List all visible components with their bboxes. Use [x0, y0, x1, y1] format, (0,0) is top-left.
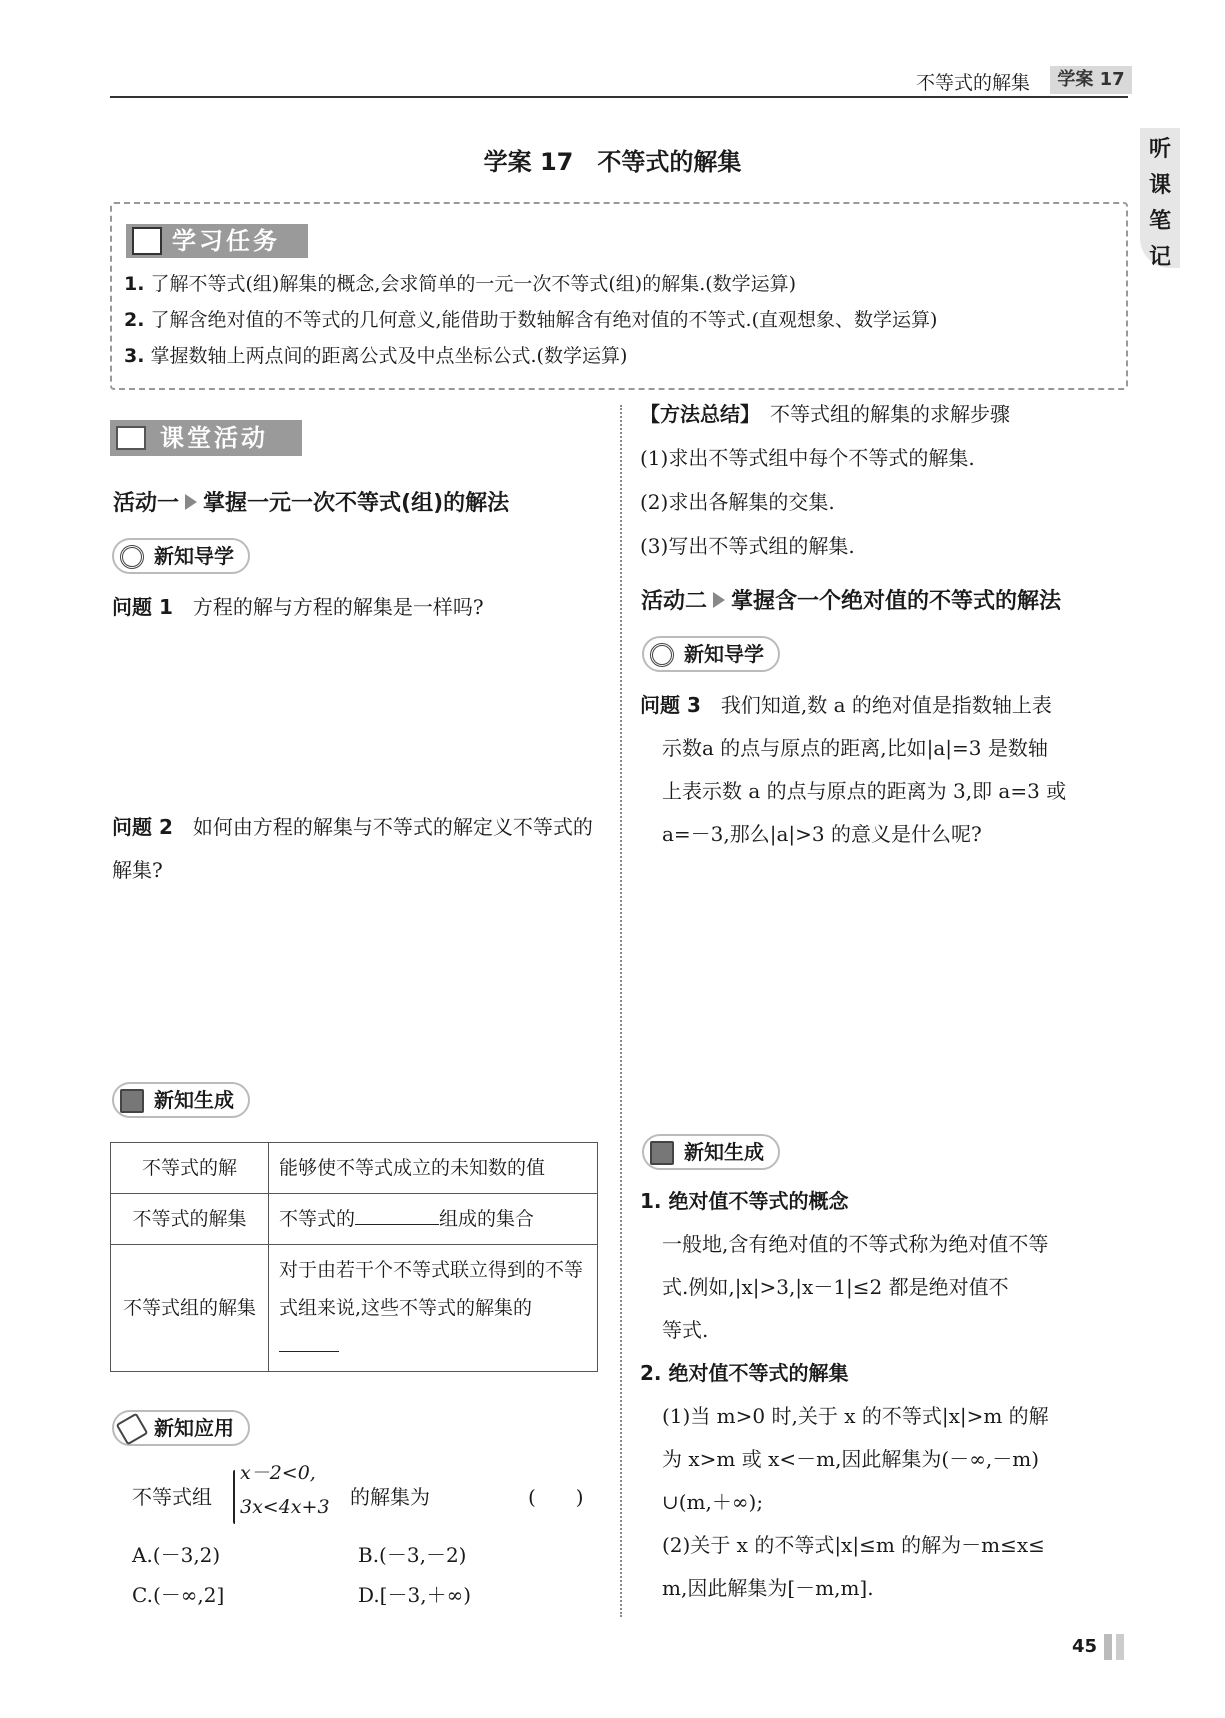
arrow-icon [713, 592, 725, 608]
system-equation-2: 3x<4x+3 [240, 1496, 330, 1518]
activity-two-heading: 活动二 掌握含一个绝对值的不等式的解法 [641, 589, 1062, 614]
point-1-line: 式.例如,|x|>3,|x－1|≤2 都是绝对值不 [662, 1275, 1009, 1299]
learning-tasks-label: 学习任务 [172, 227, 280, 255]
learning-tasks-banner [126, 224, 308, 258]
table-cell-term: 不等式组的解集 [111, 1245, 269, 1372]
option-c[interactable]: C.(－∞,2] [132, 1583, 225, 1607]
page-number: 45 [1072, 1636, 1098, 1657]
option-d[interactable]: D.[－3,＋∞) [358, 1583, 472, 1607]
question-3-line: 上表示数 a 的点与原点的距离为 3,即 a=3 或 [662, 779, 1067, 803]
table-row [111, 1194, 598, 1245]
table-cell-definition: 不等式的 组成的集合 [269, 1194, 598, 1245]
table-row [111, 1245, 598, 1372]
answer-paren: ( ) [528, 1485, 584, 1509]
classroom-activity-banner [110, 420, 302, 456]
point-2-title: 2. 绝对值不等式的解集 [640, 1361, 849, 1385]
question-1: 问题 1 方程的解与方程的解集是一样吗? [112, 595, 484, 619]
notepad-icon [132, 227, 162, 255]
fill-blank[interactable] [355, 1205, 439, 1225]
method-step: (2)求出各解集的交集. [640, 490, 835, 514]
book-icon [650, 1141, 674, 1165]
box-icon [116, 426, 146, 450]
page-bar [1104, 1634, 1112, 1660]
document-title: 学案 17 不等式的解集 [483, 148, 742, 176]
pen-icon [116, 1413, 149, 1446]
new-knowledge-guide-tag: 新知导学 [112, 538, 250, 574]
new-knowledge-generation-tag: 新知生成 [112, 1082, 250, 1118]
table-cell-definition: 对于由若干个不等式联立得到的不等式组来说,这些不等式的解集的 [269, 1245, 598, 1372]
table-cell-term: 不等式的解集 [111, 1194, 269, 1245]
point-2-line: (2)关于 x 的不等式|x|≤m 的解为－m≤x≤ [662, 1533, 1045, 1557]
exercise-suffix: 的解集为 [350, 1485, 430, 1509]
new-knowledge-guide-tag: 新知导学 [642, 636, 780, 672]
system-equation-1: x－2<0, [240, 1462, 316, 1484]
question-3: 问题 3 我们知道,数 a 的绝对值是指数轴上表 [640, 693, 1052, 717]
question-2: 问题 2 如何由方程的解集与不等式的解定义不等式的解集? [112, 815, 593, 882]
arrow-icon [185, 494, 197, 510]
target-icon [120, 545, 144, 569]
side-tab-char: 记 [1148, 245, 1171, 270]
table-cell-term: 不等式的解 [111, 1143, 269, 1194]
system-brace [233, 1470, 235, 1524]
classroom-activity-label: 课堂活动 [160, 424, 268, 452]
activity-one-heading: 活动一 掌握一元一次不等式(组)的解法 [113, 491, 510, 516]
new-knowledge-generation-tag: 新知生成 [642, 1134, 780, 1170]
side-tab-char: 听 [1148, 137, 1171, 162]
table-cell-definition: 能够使不等式成立的未知数的值 [269, 1143, 598, 1194]
table-row [111, 1143, 598, 1194]
method-step: (3)写出不等式组的解集. [640, 534, 855, 558]
task-item: 3. 掌握数轴上两点间的距离公式及中点坐标公式.(数学运算) [124, 345, 628, 367]
side-tab-char: 课 [1148, 173, 1171, 198]
point-1-line: 一般地,含有绝对值的不等式称为绝对值不等 [662, 1232, 1049, 1256]
option-a[interactable]: A.(－3,2) [132, 1543, 221, 1567]
question-3-line: a=－3,那么|a|>3 的意义是什么呢? [662, 822, 982, 846]
point-2-line: 为 x>m 或 x<－m,因此解集为(－∞,－m) [662, 1447, 1040, 1471]
task-item: 2. 了解含绝对值的不等式的几何意义,能借助于数轴解含有绝对值的不等式.(直观想象、数学运算) [124, 309, 938, 331]
definition-table [110, 1142, 598, 1372]
option-b[interactable]: B.(－3,－2) [358, 1543, 467, 1567]
point-2-line: m,因此解集为[－m,m]. [662, 1576, 874, 1600]
book-icon [120, 1089, 144, 1113]
exercise-prefix: 不等式组 [132, 1485, 212, 1509]
point-2-line: ∪(m,＋∞); [662, 1490, 764, 1514]
column-divider [620, 405, 622, 1617]
learning-tasks-box [110, 202, 1128, 390]
method-step: (1)求出不等式组中每个不等式的解集. [640, 446, 975, 470]
point-1-title: 1. 绝对值不等式的概念 [640, 1189, 849, 1213]
point-1-line: 等式. [662, 1318, 709, 1342]
task-item: 1. 了解不等式(组)解集的概念,会求简单的一元一次不等式(组)的解集.(数学运算) [124, 273, 797, 295]
running-header-title: 不等式的解集 [915, 72, 1030, 94]
target-icon [650, 643, 674, 667]
side-tab-char: 笔 [1148, 209, 1171, 234]
page-bar [1116, 1634, 1124, 1660]
new-knowledge-application-tag: 新知应用 [112, 1410, 250, 1446]
task-list [124, 266, 937, 374]
running-header-badge: 学案 17 [1050, 66, 1132, 94]
fill-blank[interactable] [279, 1332, 339, 1352]
point-2-line: (1)当 m>0 时,关于 x 的不等式|x|>m 的解 [662, 1404, 1049, 1428]
method-summary: 【方法总结】 不等式组的解集的求解步骤 [640, 402, 1010, 426]
header-rule [110, 96, 1128, 98]
question-3-line: 示数a 的点与原点的距离,比如|a|=3 是数轴 [662, 736, 1048, 760]
